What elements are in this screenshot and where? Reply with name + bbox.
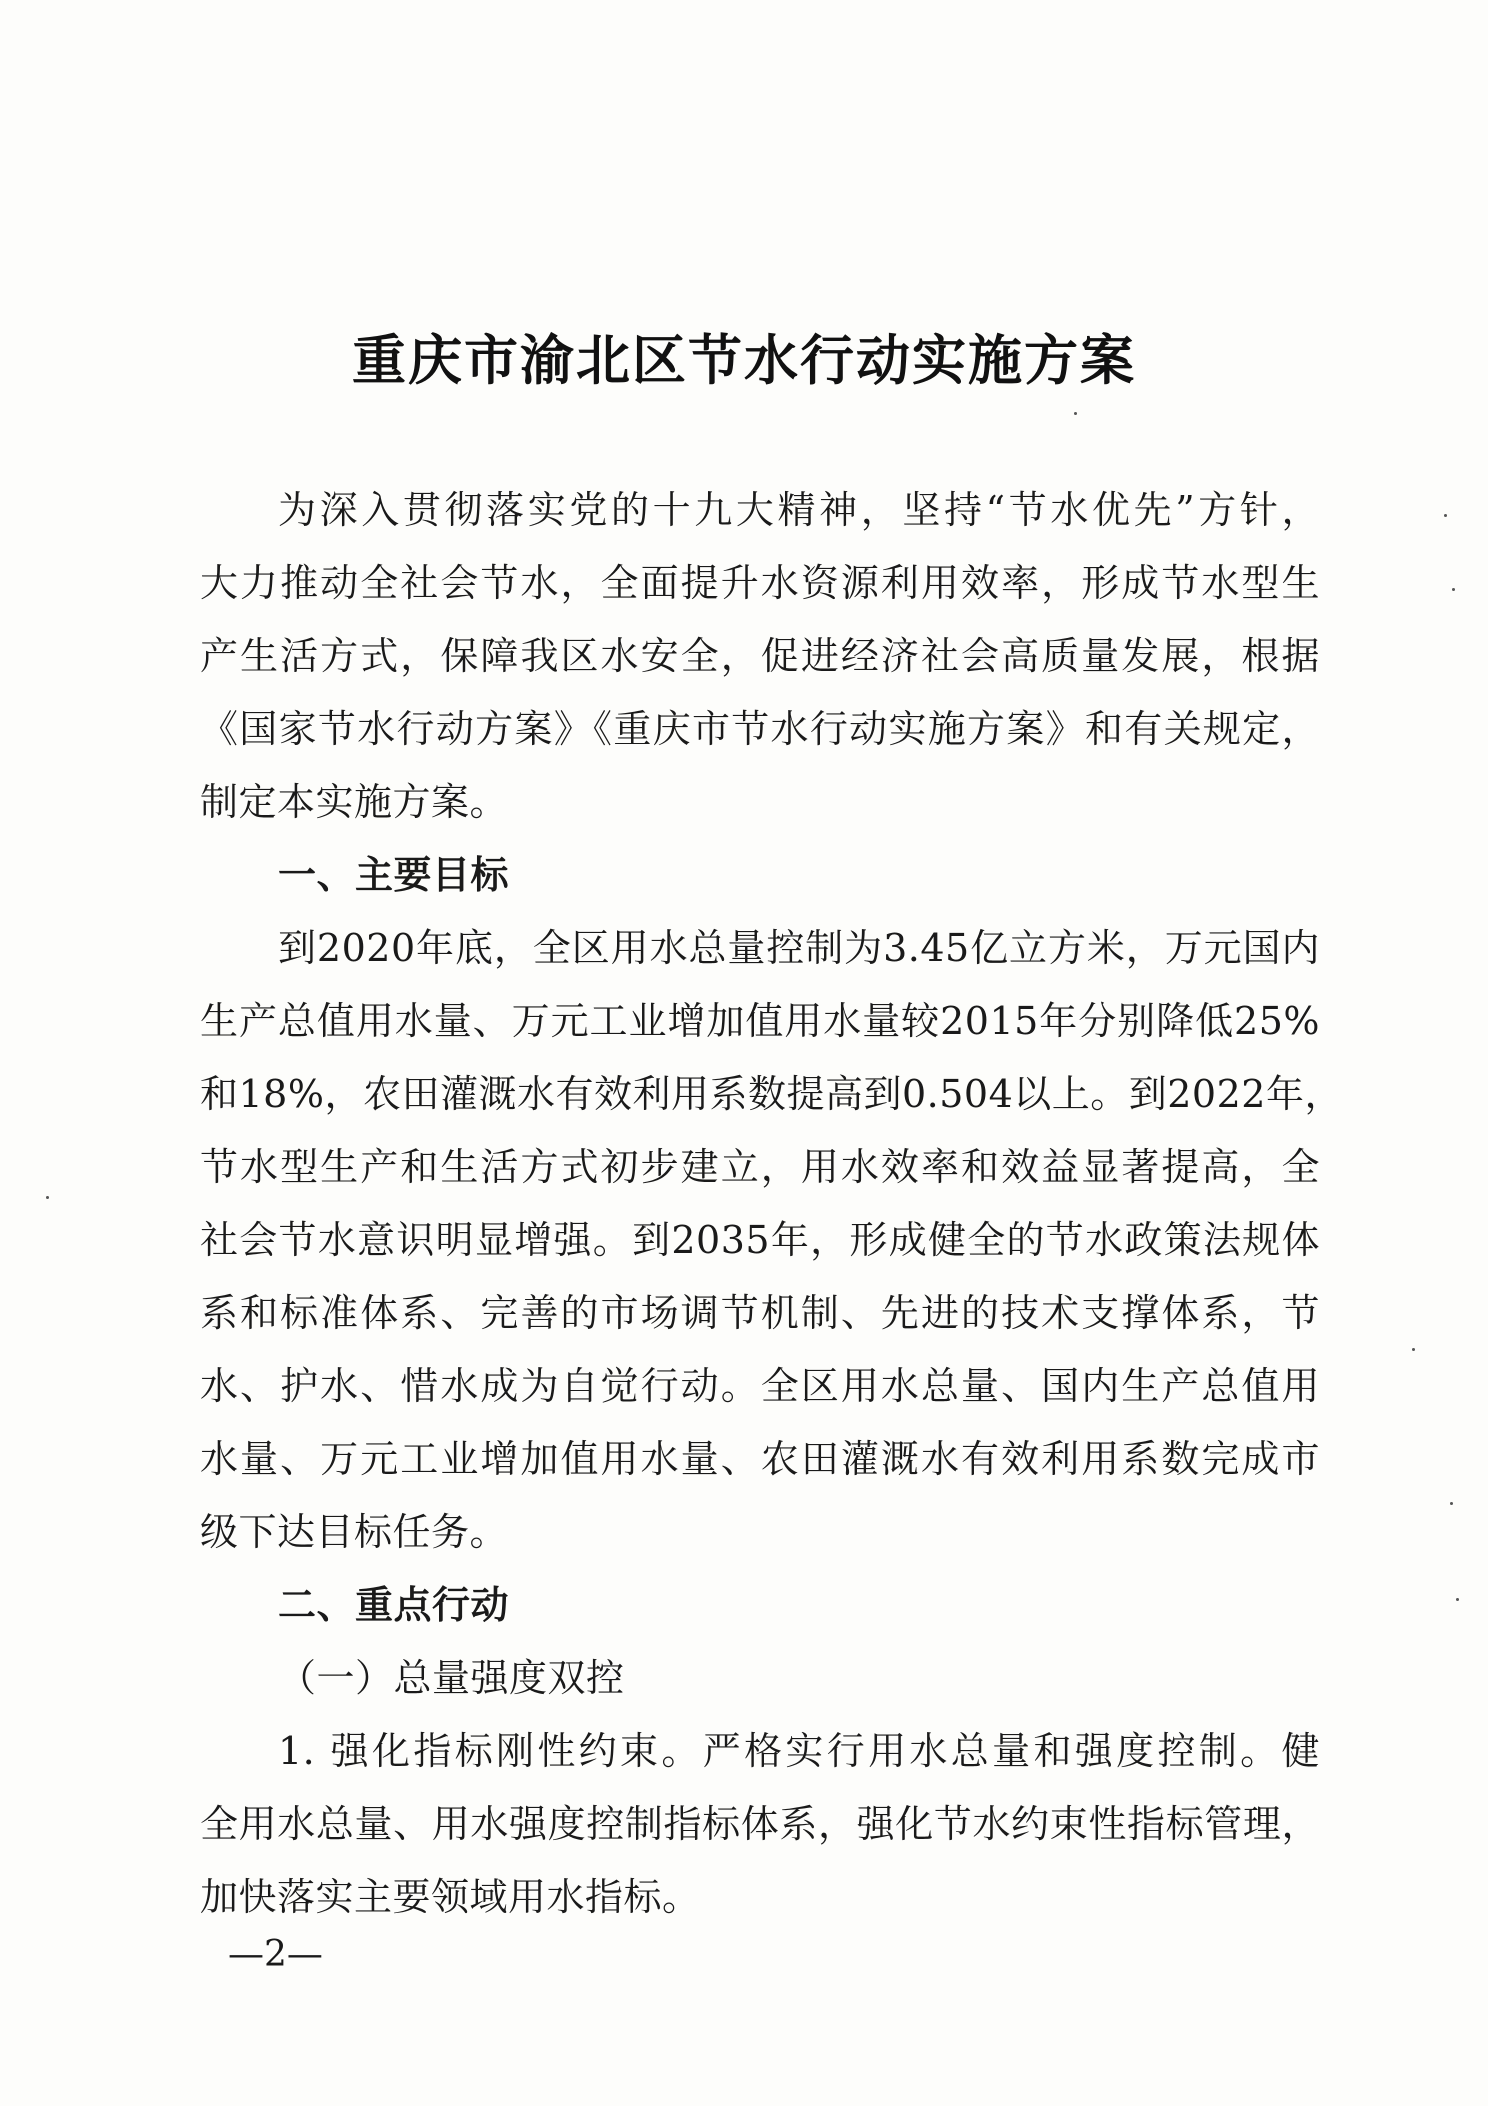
paragraph-line: 全用水总量、用水强度控制指标体系，强化节水约束性指标管理， (200, 1802, 1320, 1846)
paragraph-line: 到2020年底，全区用水总量控制为3.45亿立方米，万元国内 (278, 926, 1320, 970)
scan-speck (1456, 1598, 1459, 1601)
paragraph-line: 产生活方式，保障我区水安全，促进经济社会高质量发展，根据 (200, 634, 1320, 678)
paragraph-line: 水量、万元工业增加值用水量、农田灌溉水有效利用系数完成市 (200, 1437, 1320, 1481)
paragraph-line: 级下达目标任务。 (200, 1510, 509, 1554)
paragraph-line: 1. 强化指标刚性约束。严格实行用水总量和强度控制。健 (278, 1729, 1320, 1773)
paragraph-line: 为深入贯彻落实党的十九大精神，坚持“节水优先”方针， (278, 488, 1320, 532)
section-heading: 二、重点行动 (278, 1583, 510, 1627)
scan-speck (1412, 1348, 1415, 1351)
paragraph-line: 系和标准体系、完善的市场调节机制、先进的技术支撑体系，节 (200, 1291, 1320, 1335)
scan-speck (1452, 588, 1455, 591)
page-number: —2— (228, 1934, 323, 1975)
scan-speck (46, 1196, 49, 1199)
paragraph-line: 《国家节水行动方案》《重庆市节水行动实施方案》和有关规定， (200, 707, 1320, 751)
paragraph-line: 水、护水、惜水成为自觉行动。全区用水总量、国内生产总值用 (200, 1364, 1320, 1408)
document-title: 重庆市渝北区节水行动实施方案 (352, 329, 1136, 392)
scan-speck (1450, 1502, 1453, 1505)
paragraph-line: 和18%，农田灌溉水有效利用系数提高到0.504以上。到2022年， (200, 1072, 1343, 1116)
paragraph-line: 大力推动全社会节水，全面提升水资源利用效率，形成节水型生 (200, 561, 1320, 605)
paragraph-line: 社会节水意识明显增强。到2035年，形成健全的节水政策法规体 (200, 1218, 1320, 1262)
paragraph-line: 生产总值用水量、万元工业增加值用水量较2015年分别降低25% (200, 999, 1320, 1043)
scan-speck (1074, 412, 1077, 415)
scan-speck (1444, 514, 1447, 517)
paragraph-line: 制定本实施方案。 (200, 780, 509, 824)
section-heading: 一、主要目标 (278, 853, 510, 897)
subsection-heading: （一）总量强度双控 (278, 1656, 625, 1700)
document-body (200, 474, 1343, 1934)
paragraph-line: 加快落实主要领域用水指标。 (200, 1875, 701, 1919)
paragraph-line: 节水型生产和生活方式初步建立，用水效率和效益显著提高，全 (200, 1145, 1320, 1189)
